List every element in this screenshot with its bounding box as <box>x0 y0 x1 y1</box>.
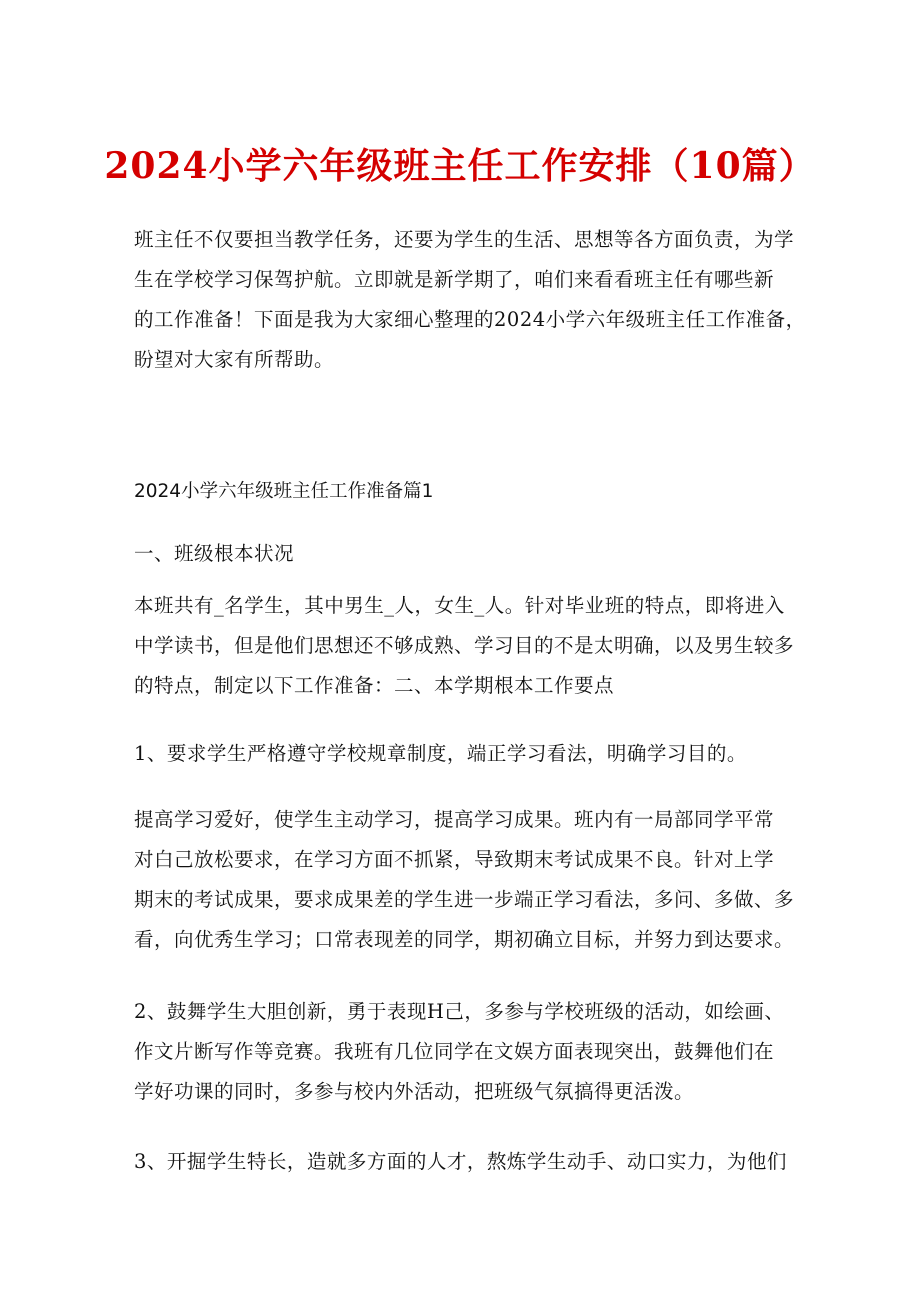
section-heading: 2024小学六年级班主任工作准备篇1 <box>134 481 434 502</box>
paragraph-line: 看，向优秀生学习；口常表现差的同学，期初确立目标，并努力到达要求。 <box>134 928 795 951</box>
paragraph-line: 本班共有_名学生，其中男生_人，女生_人。针对毕业班的特点，即将进入 <box>134 594 785 617</box>
paragraph-line: 期末的考试成果，要求成果差的学生进一步端正学习看法，多问、多做、多 <box>134 888 795 911</box>
document-title: 2024小学六年级班主任工作安排（10篇） <box>104 145 816 187</box>
item-1 <box>134 734 794 774</box>
item-2-line: 作文片断写作等竞赛。我班有几位同学在文娱方面表现突出，鼓舞他们在 <box>134 1040 775 1063</box>
intro-line: 的工作准备！下面是我为大家细心整理的2024小学六年级班主任工作准备， <box>134 308 806 331</box>
item-2-line: 学好功课的同时，多参与校内外活动，把班级气氛搞得更活泼。 <box>134 1080 695 1103</box>
item-3-line: 3、开掘学生特长，造就多方面的人才，熬炼学生动手、动口实力，为他们 <box>134 1150 787 1173</box>
paragraph-line: 的特点，制定以下工作准备：二、本学期根本工作要点 <box>134 674 615 697</box>
paragraph-line: 中学读书，但是他们思想还不够成熟、学习目的不是太明确，以及男生较多 <box>134 634 795 657</box>
subheading-class-status: 一、班级根本状况 <box>134 542 295 565</box>
class-status-paragraph <box>134 586 794 706</box>
intro-line: 生在学校学习保驾护航。立即就是新学期了，咱们来看看班主任有哪些新 <box>134 268 775 291</box>
learning-paragraph <box>134 800 794 960</box>
item-2 <box>134 992 794 1112</box>
intro-line: 盼望对大家有所帮助。 <box>134 348 335 371</box>
paragraph-line: 对白己放松要求，在学习方面不抓紧，导致期末考试成果不良。针对上学 <box>134 848 775 871</box>
item-1-text: 1、要求学生严格遵守学校规章制度，端正学习看法，明确学习目的。 <box>134 742 747 765</box>
item-3 <box>134 1142 794 1182</box>
paragraph-line: 提高学习爱好，使学生主动学习，提高学习成果。班内有一局部同学平常 <box>134 808 775 831</box>
intro-line: 班主任不仅要担当教学任务，还要为学生的生活、思想等各方面负责，为学 <box>134 228 795 251</box>
intro-paragraph <box>134 220 806 380</box>
item-2-line: 2、鼓舞学生大胆创新，勇于表现H己，多参与学校班级的活动，如绘画、 <box>134 1000 785 1023</box>
